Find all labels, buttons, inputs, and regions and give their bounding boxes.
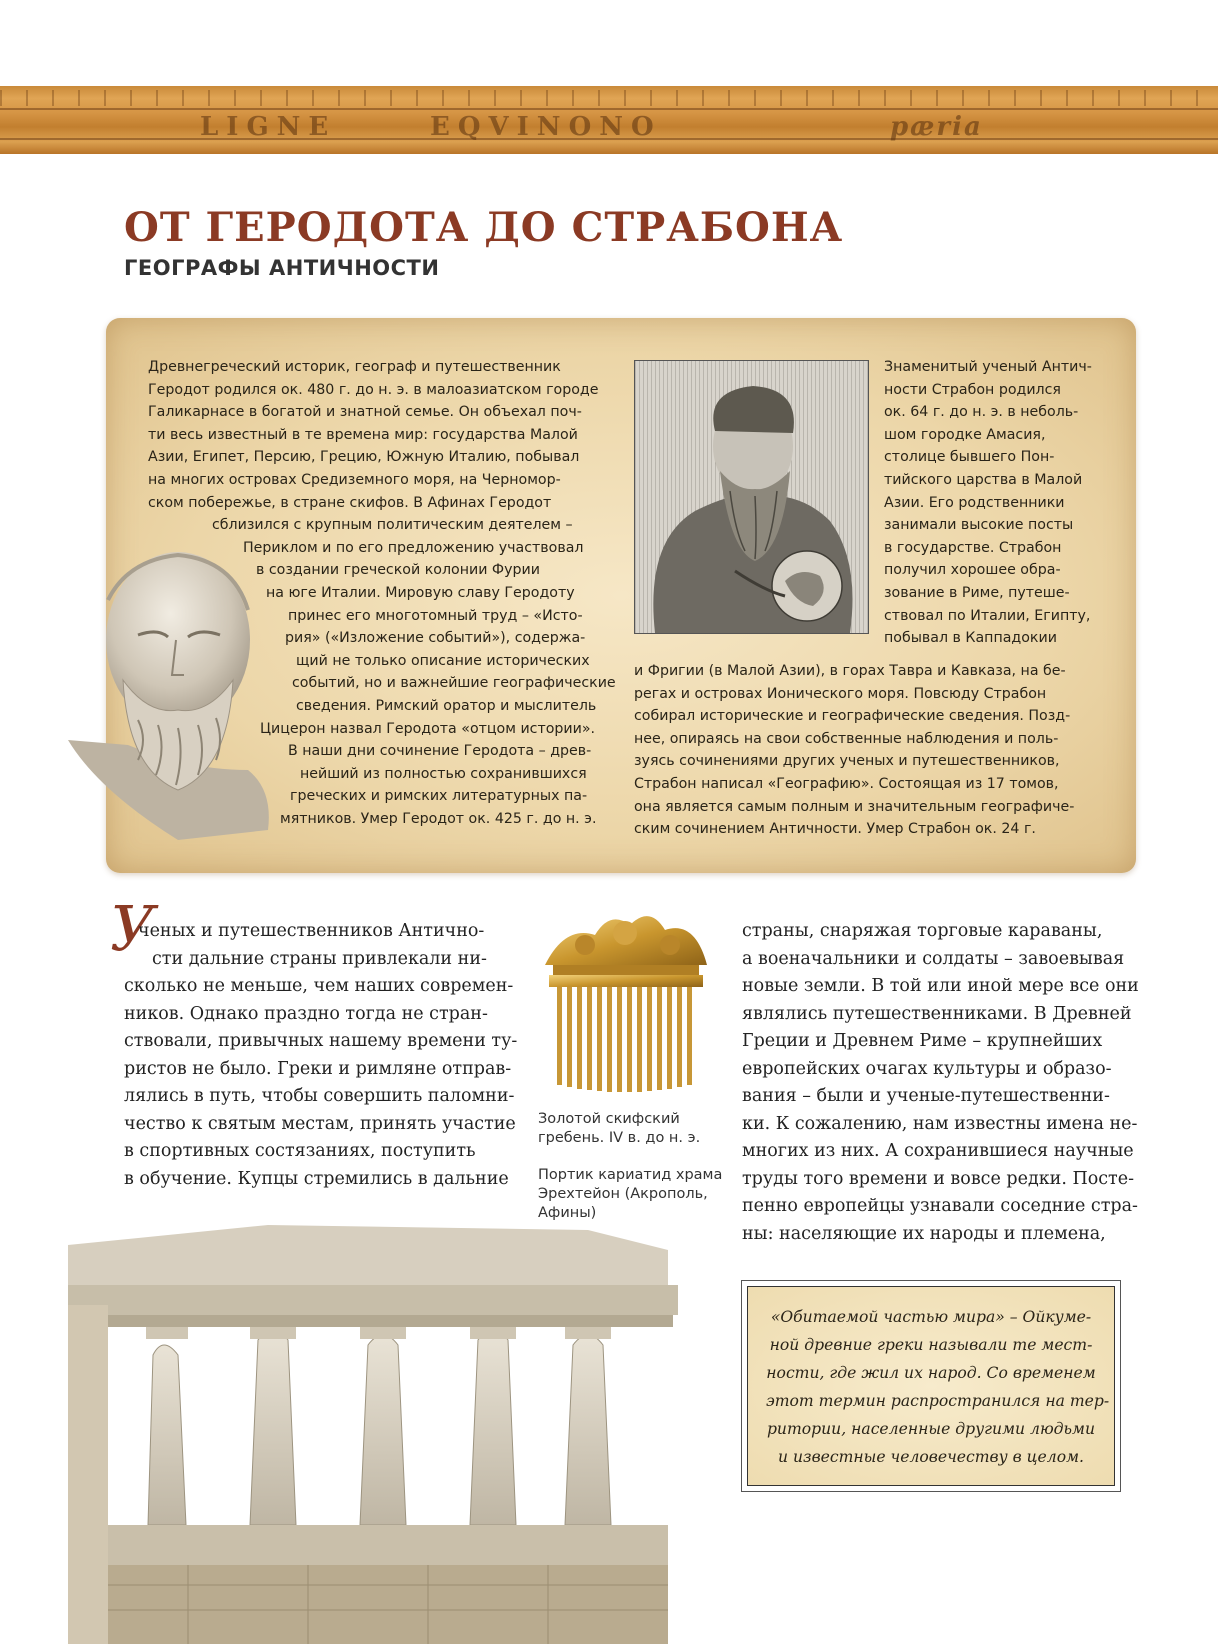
body-line: новые земли. В той или иной мере все они xyxy=(742,976,1139,996)
strabo-line: ствовал по Италии, Египту, xyxy=(884,607,1091,624)
strabo-line: столице бывшего Пон- xyxy=(884,449,1055,466)
strabo-line: собирал исторические и географические сведения. Позд- xyxy=(634,708,1071,725)
banner-scale-ticks xyxy=(0,90,1218,106)
caption-line: Эрехтейон (Акрополь, xyxy=(538,1186,708,1202)
body-line: являлись путешественниками. В Древней xyxy=(742,1003,1132,1024)
strabo-line: занимали высокие посты xyxy=(884,517,1074,534)
body-column-right xyxy=(742,918,1139,1248)
comb-caption xyxy=(538,1110,728,1148)
herodotus-line: в создании греческой колонии Фурии xyxy=(256,562,540,579)
strabo-line: шом городке Амасия, xyxy=(884,426,1046,443)
body-line: ченых и путешественников Антично- xyxy=(138,921,485,941)
caption-line: гребень. IV в. до н. э. xyxy=(538,1130,701,1146)
body-line: вания – были и ученые-путешественни- xyxy=(742,1086,1110,1106)
herodotus-line: В наши дни сочинение Геродота – древ- xyxy=(288,743,592,760)
herodotus-line: Древнегреческий историк, географ и путешественник xyxy=(148,359,561,375)
banner-line-top xyxy=(0,108,1218,110)
herodotus-line: нейший из полностью сохранившихся xyxy=(300,765,587,782)
strabo-line: зуясь сочинениями других ученых и путешественников, xyxy=(634,753,1060,770)
herodotus-line: на юге Италии. Мировую славу Геродоту xyxy=(266,584,575,601)
strabo-line: Знаменитый ученый Антич- xyxy=(884,359,1092,375)
banner-text-mid: EQVINONO xyxy=(430,112,662,142)
scythian-golden-comb-image xyxy=(535,905,715,1095)
herodotus-line: Азии, Египет, Персию, Грецию, Южную Италию, побывал xyxy=(148,449,580,466)
caption-line: Афины) xyxy=(538,1205,597,1221)
caryatid-porch-image xyxy=(68,1225,688,1644)
strabo-line: ности Страбон родился xyxy=(884,381,1061,398)
herodotus-line: щий не только описание исторических xyxy=(296,652,590,669)
body-line: в обучение. Купцы стремились в дальние xyxy=(124,1168,509,1189)
temple-caption xyxy=(538,1166,728,1223)
strabo-text-top xyxy=(884,356,1094,650)
herodotus-line: ском побережье, в стране скифов. В Афинах Геродот xyxy=(148,494,552,511)
strabo-line: тийского царства в Малой xyxy=(884,471,1083,488)
strabo-line: и Фригии (в Малой Азии), в горах Тавра и Кавказа, на бе- xyxy=(634,663,1066,679)
herodotus-line: Периклом и по его предложению участвовал xyxy=(243,539,584,556)
herodotus-line: ти весь известный в те времена мир: государства Малой xyxy=(148,426,578,443)
body-line: ристов не было. Греки и римляне отправ- xyxy=(124,1058,512,1079)
note-line: «Обитаемой частью мира» – Ойкуме- xyxy=(770,1308,1092,1326)
body-line: труды того времени и вовсе редки. Посте- xyxy=(742,1168,1134,1189)
note-line: и известные человечеству в целом. xyxy=(778,1448,1084,1466)
strabo-text-bottom xyxy=(634,660,1094,841)
body-line: ствовали, привычных нашему времени ту- xyxy=(124,1031,518,1051)
body-line: европейских очагах культуры и образо- xyxy=(742,1058,1112,1079)
herodotus-line: мятников. Умер Геродот ок. 425 г. до н. э. xyxy=(280,810,597,827)
body-line: страны, снаряжая торговые караваны, xyxy=(742,921,1103,941)
strabo-line: ским сочинением Античности. Умер Страбон ок. 24 г. xyxy=(634,821,1036,838)
strabo-engraving-image xyxy=(634,360,869,634)
banner-text-right: pæria xyxy=(890,112,983,142)
herodotus-line: Геродот родился ок. 480 г. до н. э. в малоазиатском городе xyxy=(148,381,599,398)
body-line: чество к святым местам, принять участие xyxy=(124,1113,516,1134)
note-line: этот термин распространился на тер- xyxy=(766,1392,1110,1410)
strabo-line: нее, опираясь на свои собственные наблюдения и поль- xyxy=(634,730,1059,747)
body-line: пенно европейцы узнавали соседние стра- xyxy=(742,1196,1138,1216)
note-line: ной древние греки называли те мест- xyxy=(769,1336,1093,1354)
strabo-line: она является самым полным и значительным географиче- xyxy=(634,798,1075,815)
note-text xyxy=(766,1303,1110,1471)
body-line: ников. Однако праздно тогда не стран- xyxy=(124,1003,488,1024)
herodotus-line: Цицерон назвал Геродота «отцом истории». xyxy=(260,720,596,737)
banner-text-left: LIGNE xyxy=(200,112,337,142)
body-column-left xyxy=(124,918,518,1193)
strabo-line: зование в Риме, путеше- xyxy=(884,584,1070,601)
herodotus-line: Галикарнасе в богатой и знатной семье. Он объехал поч- xyxy=(148,404,582,421)
herodotus-line: принес его многотомный труд – «Исто- xyxy=(288,607,583,624)
herodotus-line: событий, но и важнейшие географические xyxy=(292,675,616,692)
strabo-line: Страбон написал «Географию». Состоящая из 17 томов, xyxy=(634,775,1059,792)
body-line: сколько не меньше, чем наших современ- xyxy=(124,976,514,996)
herodotus-text xyxy=(148,356,616,830)
herodotus-line: греческих и римских литературных па- xyxy=(290,788,588,805)
herodotus-line: сведения. Римский оратор и мыслитель xyxy=(296,697,597,714)
oikoumene-note-box xyxy=(741,1280,1121,1492)
body-line: ки. К сожалению, нам известны имена не- xyxy=(742,1113,1138,1134)
body-line: в спортивных состязаниях, поступить xyxy=(124,1141,476,1161)
body-line: лялись в путь, чтобы совершить паломни- xyxy=(124,1086,515,1106)
body-line: а военачальники и солдаты – завоевывая xyxy=(742,948,1125,969)
page-title: ОТ ГЕРОДОТА ДО СТРАБОНА xyxy=(124,204,844,251)
note-line: ности, где жил их народ. Со временем xyxy=(766,1364,1096,1382)
body-line: сти дальние страны привлекали ни- xyxy=(152,948,487,969)
body-line: многих из них. А сохранившиеся научные xyxy=(742,1141,1134,1161)
strabo-line: Азии. Его родственники xyxy=(884,494,1065,511)
strabo-line: получил хорошее обра- xyxy=(884,562,1061,579)
herodotus-line: на многих островах Средиземного моря, на Черномор- xyxy=(148,471,561,488)
strabo-line: побывал в Каппадокии xyxy=(884,630,1057,647)
herodotus-line: рия» («Изложение событий»), содержа- xyxy=(285,630,586,647)
caption-line: Портик кариатид храма xyxy=(538,1167,723,1183)
strabo-line: ок. 64 г. до н. э. в неболь- xyxy=(884,404,1079,421)
note-line: ритории, населенные другими людьми xyxy=(766,1420,1096,1438)
page-subtitle: ГЕОГРАФЫ АНТИЧНОСТИ xyxy=(124,256,440,280)
caption-line: Золотой скифский xyxy=(538,1111,680,1127)
herodotus-line: сблизился с крупным политическим деятелем – xyxy=(212,517,573,534)
strabo-line: в государстве. Страбон xyxy=(884,539,1062,556)
body-line: ны: населяющие их народы и племена, xyxy=(742,1223,1106,1244)
drop-cap: У xyxy=(110,892,155,965)
note-inner-frame xyxy=(747,1286,1115,1486)
decorative-map-banner xyxy=(0,86,1218,154)
body-line: Греции и Древнем Риме – крупнейших xyxy=(742,1031,1103,1051)
strabo-line: регах и островах Ионического моря. Повсюду Страбон xyxy=(634,685,1047,702)
